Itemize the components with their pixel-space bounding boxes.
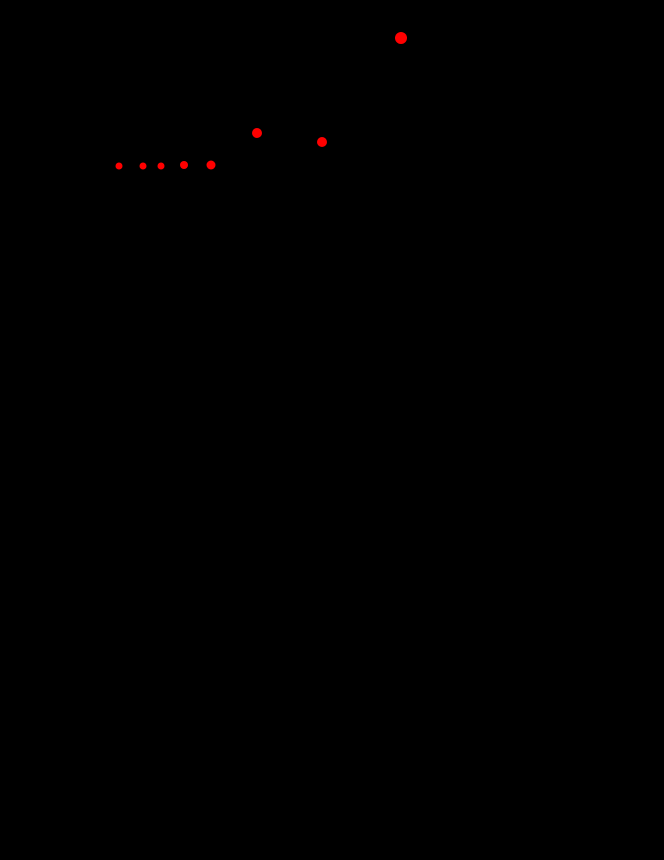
marker-dot-2[interactable] bbox=[252, 128, 262, 138]
marker-dot-5[interactable] bbox=[180, 161, 188, 169]
marker-dot-7[interactable] bbox=[140, 163, 147, 170]
marker-dot-3[interactable] bbox=[317, 137, 327, 147]
marker-dot-1[interactable] bbox=[395, 32, 407, 44]
marker-dot-8[interactable] bbox=[116, 163, 123, 170]
marker-dot-6[interactable] bbox=[158, 163, 165, 170]
marker-dot-4[interactable] bbox=[207, 161, 216, 170]
